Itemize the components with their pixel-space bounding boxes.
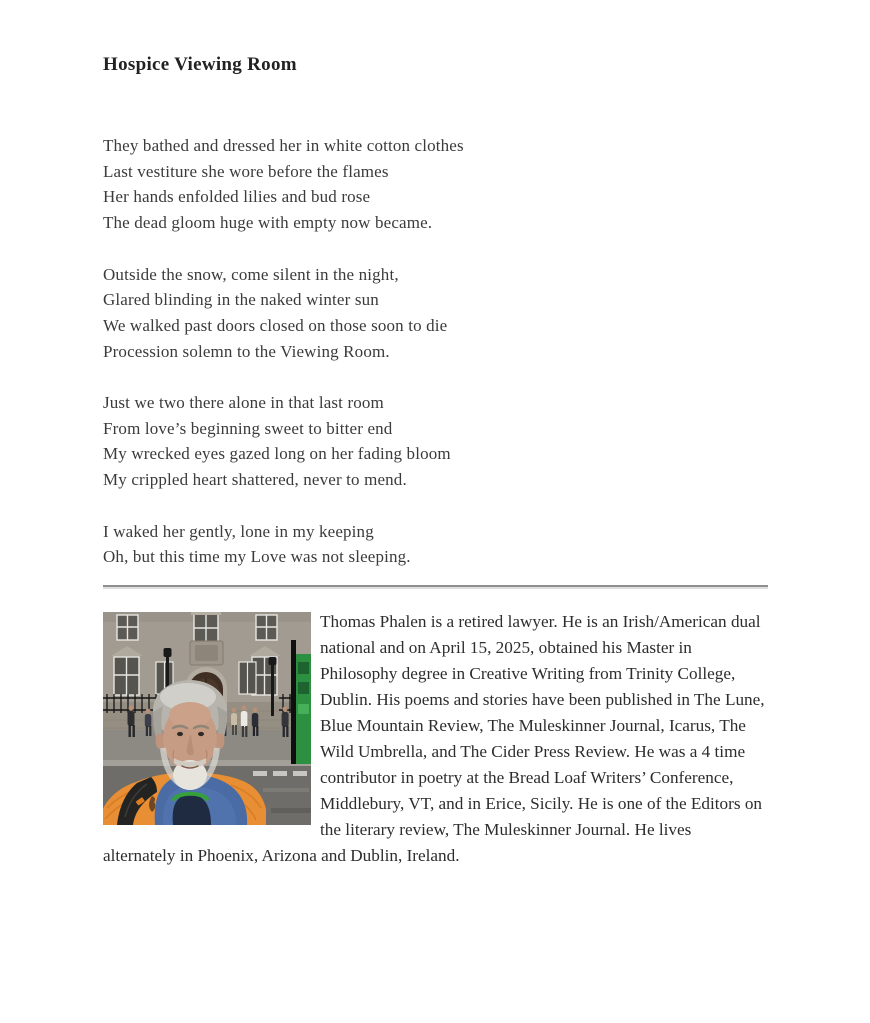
author-bio (103, 609, 768, 869)
poem-line: Just we two there alone in that last room (103, 393, 384, 412)
poem-line: Oh, but this time my Love was not sleeping. (103, 547, 411, 567)
poem-line: Last vestiture she wore before the flames (103, 161, 389, 181)
poem-stanza-1 (103, 133, 768, 236)
document-page (103, 0, 768, 869)
author-bio-text: Thomas Phalen is a retired lawyer. He is an Irish/American dual national and on April 15, 2025, obtained his Master in Philosophy degree in Creative Writing from Trinity College, Dublin. His poems and stories have been published in The Lune, Blue Mountain Review, The Muleskinner Journal, Icarus, The Wild Umbrella, and The Cider Press Review. He was a 4 time contributor in poetry at the Bread Loaf Writers’ Conference, Middlebury, VT, and in Erice, Sicily. He is one of the Editors on the literary review, The Muleskinner Journal. He lives alternately in Phoenix, Arizona and Dublin, Ireland. (103, 611, 765, 865)
poem-line: I waked her gently, lone in my keeping (103, 521, 374, 541)
poem-line: My crippled heart shattered, never to mend. (103, 470, 407, 490)
poem-line: Her hands enfolded lilies and bud rose (103, 187, 371, 207)
poem-stanza-2 (103, 262, 768, 365)
section-divider (103, 585, 768, 589)
poem-line: The dead gloom huge with empty now became. (103, 213, 433, 233)
author-photo-image (103, 612, 311, 825)
poem-line: From love’s beginning sweet to bitter end (103, 418, 393, 438)
poem-line: My wrecked eyes gazed long on her fading bloom (103, 444, 451, 464)
poem-stanza-4 (103, 519, 768, 570)
poem-line: Procession solemn to the Viewing Room. (103, 341, 390, 361)
poem-line: Outside the snow, come silent in the night, (103, 264, 399, 284)
poem-line: They bathed and dressed her in white cotton clothes (103, 136, 464, 155)
poem-title: Hospice Viewing Room (103, 54, 297, 75)
poem-body (103, 133, 768, 570)
author-photo (103, 612, 311, 825)
poem-line: Glared blinding in the naked winter sun (103, 290, 379, 310)
poem-line: We walked past doors closed on those soon to die (103, 315, 448, 335)
poem-stanza-3 (103, 390, 768, 493)
